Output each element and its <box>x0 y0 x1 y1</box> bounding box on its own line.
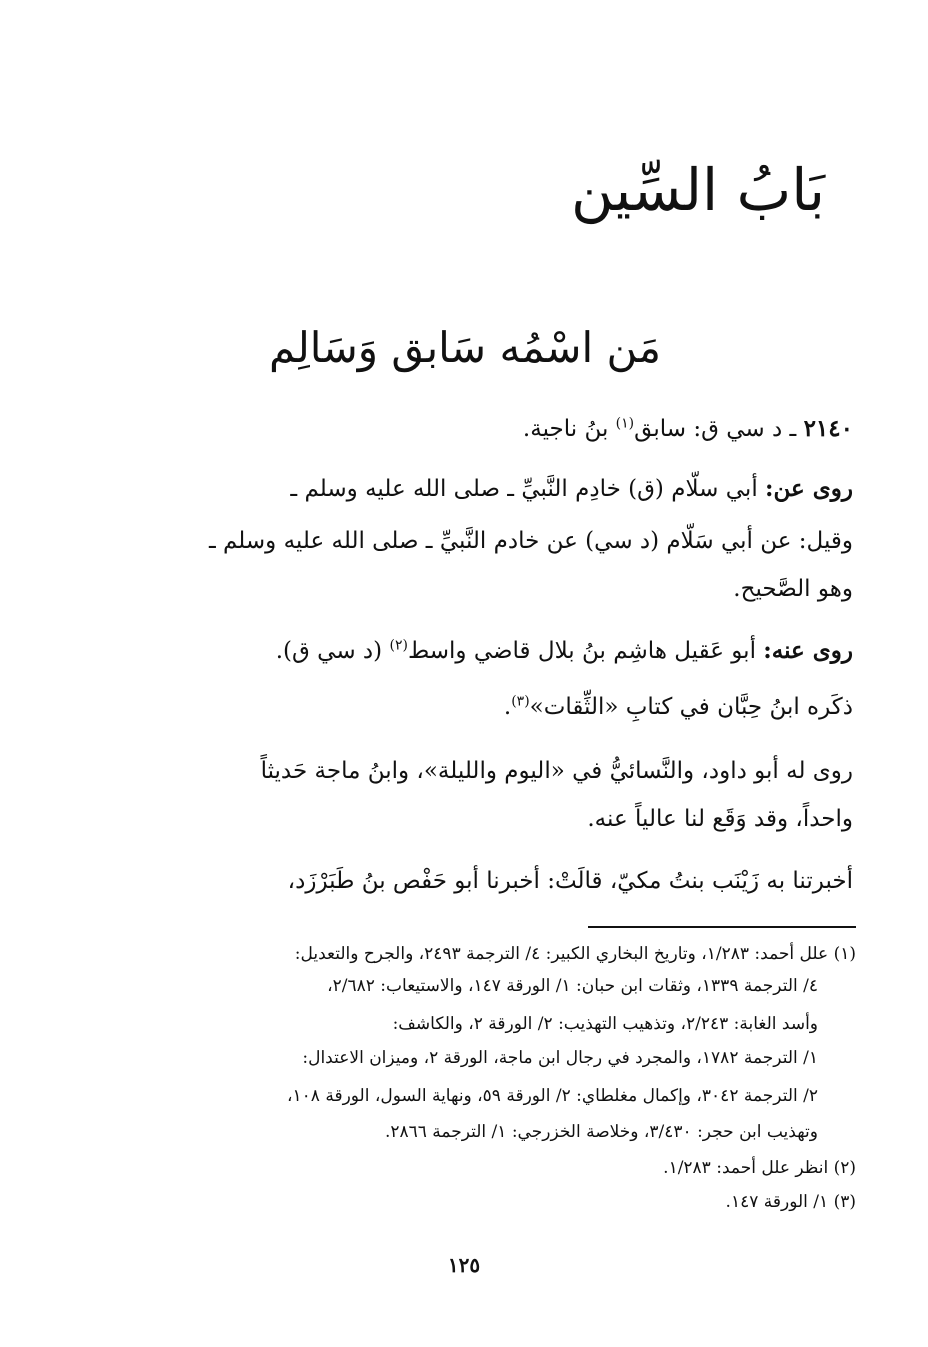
footnote-1-continued: ٢/ الترجمة ٣٠٤٢، وإكمال مغلطاي: ٢/ الورقة ٥٩، ونهاية السول، الورقة ١٠٨، <box>287 1086 818 1106</box>
paragraph-line: روى له أبو داود، والنَّسائيُّ في «اليوم والليلة»، وابنُ ماجة حَديثاً <box>260 758 853 784</box>
footnote-1: (١) علل أحمد: ١/٢٨٣، وتاريخ البخاري الكبير: ٤/ الترجمة ٢٤٩٣، والجرح والتعديل: <box>294 944 856 964</box>
footnote-divider <box>588 926 856 928</box>
entry-heading <box>73 410 853 448</box>
entry-number: ٢١٤٠ <box>803 415 853 442</box>
footnote-1-continued: ١/ الترجمة ١٧٨٢، والمجرد في رجال ابن ماجة، الورقة ٢، وميزان الاعتدال: <box>302 1048 818 1068</box>
paragraph-line: أخبرتنا به زَيْنَب بنتُ مكيّ، قالَتْ: أخبرنا أبو حَفْص بنُ طَبَرْزَد، <box>287 868 853 894</box>
footnote-1-continued: وأسد الغابة: ٢/٢٤٣، وتذهيب التهذيب: ٢/ الورقة ٢، والكاشف: <box>392 1014 818 1034</box>
footnote-1-continued: ٤/ الترجمة ١٣٣٩، وثقات ابن حبان: ١/ الورقة ١٤٧، والاستيعاب: ٢/٦٨٢، <box>327 976 818 996</box>
narrated-by-label: روى عنه: <box>763 637 853 664</box>
footnote-3: (٣) ١/ الورقة ١٤٧. <box>725 1192 856 1212</box>
entry-heading-text: ـ د سي ق: سابق <box>634 416 797 442</box>
chapter-title: بَابُ السِّين <box>570 156 826 224</box>
paragraph-text: أبو عَقيل هاشِم بنُ بلال قاضي واسط <box>407 638 764 664</box>
paragraph-text: ذكَره ابنُ حِبَّان في كتابِ «الثِّقات» <box>529 694 853 720</box>
paragraph-line: وقيل: عن أبي سَلّام (د سي) عن خادم النَّبيِّ ـ صلى الله عليه وسلم ـ <box>208 528 853 554</box>
paragraph-text: . <box>503 694 512 720</box>
footnote-ref-1[interactable]: (١) <box>615 415 635 432</box>
paragraph-text: (د سي ق). <box>275 638 390 664</box>
paragraph-line <box>73 688 853 726</box>
footnote-ref-3[interactable]: (٣) <box>511 693 530 710</box>
paragraph-line <box>73 470 853 508</box>
paragraph-text: أبي سلّام (ق) خادِم النَّبيِّ ـ صلى الله عليه وسلم ـ <box>290 476 766 502</box>
page-number: ١٢٥ <box>447 1253 481 1277</box>
entry-heading-rest: بنُ ناجية. <box>522 416 616 442</box>
section-title: مَن اسْمُه سَابق وَسَالِم <box>269 323 661 372</box>
footnote-1-continued: وتهذيب ابن حجر: ٣/٤٣٠، وخلاصة الخزرجي: ١/ الترجمة ٢٨٦٦. <box>384 1122 818 1142</box>
narrated-from-label: روى عن: <box>765 475 853 502</box>
paragraph-line <box>73 632 853 670</box>
footnote-ref-2[interactable]: (٢) <box>389 637 408 654</box>
footnote-2: (٢) انظر علل أحمد: ١/٢٨٣. <box>663 1158 856 1178</box>
paragraph-line: واحداً، وقد وَقَع لنا عالياً عنه. <box>587 806 853 832</box>
paragraph-line: وهو الصَّحيح. <box>733 576 853 602</box>
